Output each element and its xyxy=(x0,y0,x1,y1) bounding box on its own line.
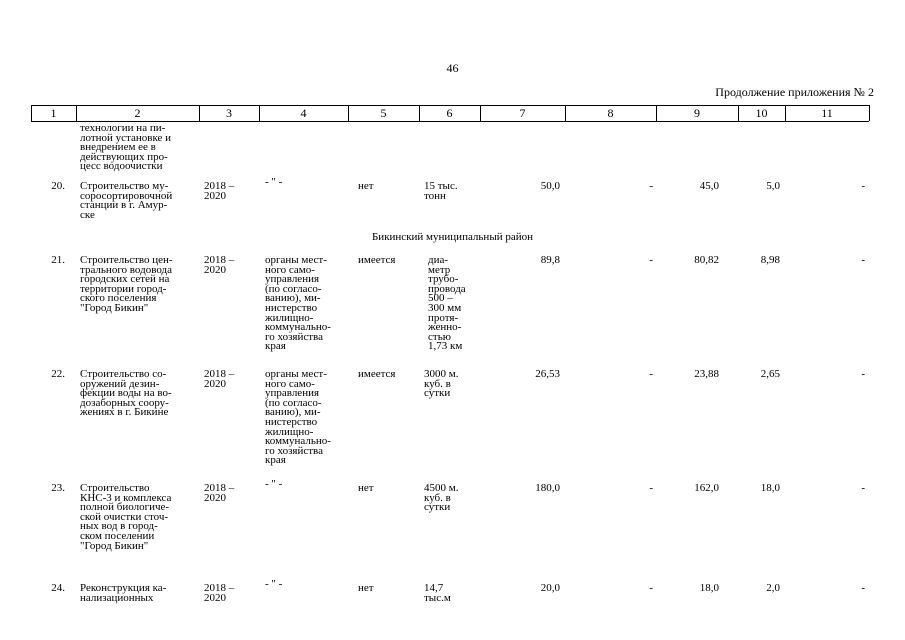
row-number: 21. xyxy=(51,254,65,266)
capacity: 15 тыс. тонн xyxy=(424,180,458,202)
header-cell: 10 xyxy=(755,106,768,120)
other-amount: - xyxy=(861,254,865,266)
design-docs: имеется xyxy=(358,368,396,380)
total-amount: 89,8 xyxy=(540,254,560,266)
project-name: Реконструкция ка- нализационных xyxy=(80,582,167,604)
header-cell: 4 xyxy=(300,106,307,120)
local-amount: 5,0 xyxy=(766,180,780,192)
other-amount: - xyxy=(861,180,865,192)
executor: органы мест- ного само- управления (по согласо- ванию), ми- нистерство жилищно- коммунально- го хозяйства края xyxy=(265,368,331,467)
project-name: Строительство со- оружений дезин- фекции воды на во- дозаборных соору- жениях в г. Бикине xyxy=(80,368,172,419)
capacity: 3000 м. куб. в сутки xyxy=(424,368,459,400)
header-cell: 9 xyxy=(694,106,700,120)
project-name: Строительство му- соросортировочной станции в г. Амур- ске xyxy=(80,180,173,221)
header-divider xyxy=(869,105,870,121)
project-name: Строительство цен- трального водовода городских сетей на территории город- ского поселения "Город Бикин" xyxy=(80,254,173,314)
total-amount: 26,53 xyxy=(535,368,560,380)
regional-amount: 162,0 xyxy=(694,482,719,494)
other-amount: - xyxy=(861,582,865,594)
executor: - " - xyxy=(265,176,283,188)
row-number: 20. xyxy=(51,180,65,192)
federal-amount: - xyxy=(649,180,653,192)
row-number: 23. xyxy=(51,482,65,494)
header-cell: 5 xyxy=(380,106,387,120)
executor: органы мест- ного само- управления (по согласо- ванию), ми- нистерство жилищно- коммунально- го хозяйства края xyxy=(265,254,331,353)
header-cell: 11 xyxy=(821,106,833,120)
local-amount: 2,65 xyxy=(760,368,780,380)
federal-amount: - xyxy=(649,368,653,380)
period: 2018 – 2020 xyxy=(204,482,235,504)
design-docs: нет xyxy=(358,482,374,494)
period: 2018 – 2020 xyxy=(204,582,235,604)
regional-amount: 18,0 xyxy=(699,582,719,594)
row-number: 24. xyxy=(51,582,65,594)
period: 2018 – 2020 xyxy=(204,180,235,202)
header-cell: 6 xyxy=(446,106,453,120)
capacity: 4500 м. куб. в сутки xyxy=(424,482,459,514)
capacity: 14,7 тыс.м xyxy=(424,582,451,604)
local-amount: 8,98 xyxy=(760,254,780,266)
executor: - " - xyxy=(265,578,283,590)
project-name: Строительство КНС-3 и комплекса полной биологиче- ской очистки сточ- ных вод в город- ском поселении "Город Бикин" xyxy=(80,482,172,552)
federal-amount: - xyxy=(649,254,653,266)
regional-amount: 45,0 xyxy=(699,180,719,192)
total-amount: 180,0 xyxy=(535,482,560,494)
page-number: 46 xyxy=(446,61,459,75)
continuation-note: Продолжение приложения № 2 xyxy=(715,85,874,99)
other-amount: - xyxy=(861,368,865,380)
project-name: технологии на пи- лотной установке и внедрением ее в действующих про- цесс водоочистки xyxy=(80,122,172,173)
capacity: диа- метр трубо- провода 500 – 300 мм протя- женно- стью 1,73 км xyxy=(428,254,466,353)
header-cell: 8 xyxy=(607,106,614,120)
header-cell: 2 xyxy=(134,106,141,120)
header-cell: 3 xyxy=(226,106,232,120)
design-docs: имеется xyxy=(358,254,396,266)
total-amount: 50,0 xyxy=(540,180,560,192)
design-docs: нет xyxy=(358,180,374,192)
section-heading: Бикинский муниципальный район xyxy=(371,231,534,243)
header-cell: 1 xyxy=(50,106,57,120)
other-amount: - xyxy=(861,482,865,494)
federal-amount: - xyxy=(649,582,653,594)
period: 2018 – 2020 xyxy=(204,368,235,390)
regional-amount: 23,88 xyxy=(694,368,719,380)
period: 2018 – 2020 xyxy=(204,254,235,276)
federal-amount: - xyxy=(649,482,653,494)
local-amount: 2,0 xyxy=(766,582,780,594)
total-amount: 20,0 xyxy=(540,582,560,594)
local-amount: 18,0 xyxy=(760,482,780,494)
header-cell: 7 xyxy=(519,106,526,120)
executor: - " - xyxy=(265,478,283,490)
regional-amount: 80,82 xyxy=(694,254,719,266)
row-number: 22. xyxy=(51,368,65,380)
design-docs: нет xyxy=(358,582,374,594)
